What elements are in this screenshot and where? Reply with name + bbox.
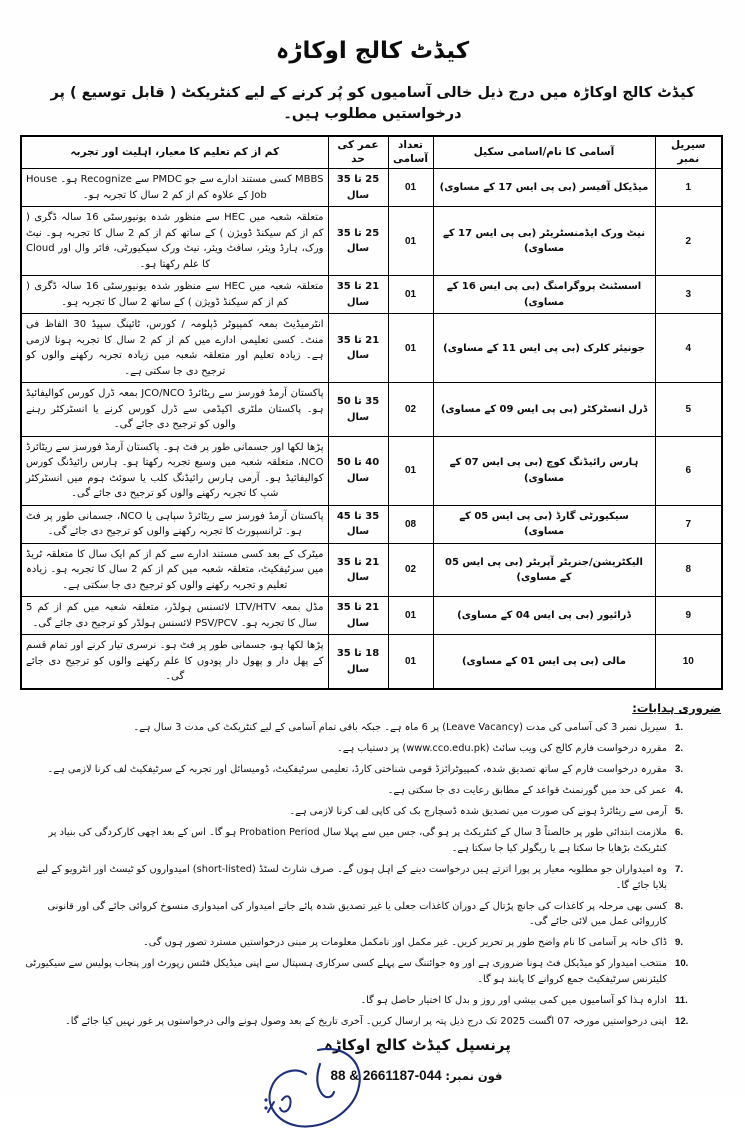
condition-text: کسی بھی مرحلہ پر کاغذات کی جانچ پڑتال کے دوران کاغذات جعلی یا غیر تصدیق شدہ پائے جاتے امیدوار کی امیدواری منسوخ کروائی جائے گی اور قانونی کارروائی عمل میں لائی جائے گی۔: [47, 900, 667, 928]
cell-age: 18 تا 35 سال: [328, 635, 388, 689]
cell-serial: 5: [655, 383, 722, 437]
condition-item: [22, 804, 723, 820]
phone-label: فون نمبر:: [445, 1068, 503, 1083]
condition-number: 4.: [675, 785, 684, 797]
cell-title: میڈیکل آفیسر (بی پی ایس 17 کے مساوی): [433, 169, 655, 207]
cell-title: ہارس رائیڈنگ کوچ (بی پی ایس 07 کے مساوی): [433, 436, 655, 505]
condition-item: [22, 862, 723, 893]
condition-number: 3.: [675, 764, 684, 775]
principal-signature-line: پرنسپل کیڈٹ کالج اوکاڑہ: [324, 1035, 511, 1054]
column-header-age: عمر کی حد: [328, 136, 388, 169]
signature-block: [22, 1036, 723, 1144]
condition-item: [22, 993, 723, 1009]
condition-number: 7.: [675, 863, 684, 875]
cell-serial: 4: [655, 314, 722, 383]
cell-title: ڈرائیور (بی پی ایس 04 کے مساوی): [433, 597, 655, 635]
cell-serial: 2: [655, 207, 722, 276]
cell-serial: 9: [655, 597, 722, 635]
cell-qualification: MBBS کسی مستند ادارے سے جو PMDC سے Recognize ہو۔ House Job کے علاوہ کم از کم 2 سال کا تجربہ ہو۔: [21, 169, 328, 207]
cell-qualification: پڑھا لکھا ہو، جسمانی طور پر فٹ ہو۔ نرسری تیار کرنے اور تمام قسم کے پھل دار و پھول دار پودوں کا علم رکھنے والوں کو ترجیح دی جائے گی۔: [21, 635, 328, 689]
cell-title: مالی (بی پی ایس 01 کے مساوی): [433, 635, 655, 689]
vacancy-table-body: [21, 169, 722, 689]
condition-item: [22, 762, 723, 778]
cell-serial: 8: [655, 543, 722, 597]
cell-count: 01: [388, 169, 433, 207]
column-header-title: آسامی کا نام/اسامی سکیل: [433, 136, 655, 169]
cell-age: 21 تا 35 سال: [328, 543, 388, 597]
conditions-heading: ضروری ہدایات:: [632, 700, 721, 715]
phone-value: 044-2661187 & 88: [330, 1067, 442, 1083]
condition-number: 12.: [675, 1016, 689, 1028]
condition-number: 6.: [675, 827, 684, 839]
table-row: [21, 543, 722, 597]
cell-qualification: متعلقہ شعبہ میں HEC سے منظور شدہ یونیورسٹی 16 سالہ ڈگری ( کم از کم سیکنڈ ڈویژن ) کے ساتھ کم از کم 2 سال کا تجربہ ہو۔ نیٹ ورک، ہارڈ ویئر، سافٹ ویئر، نیٹ ورک سیکیورٹی، فائر وال اور Cloud کا علم رکھتا ہو۔: [21, 207, 328, 276]
condition-text: ڈاک خانہ پر آسامی کا نام واضح طور پر تحریر کریں۔ غیر مکمل اور نامکمل معلومات پر مبنی درخواستیں مسترد تصور ہوں گی۔: [142, 937, 667, 949]
cell-age: 25 تا 35 سال: [328, 207, 388, 276]
cell-age: 21 تا 35 سال: [328, 314, 388, 383]
condition-number: 11.: [675, 995, 688, 1007]
cell-title: جونیئر کلرک (بی پی ایس 11 کے مساوی): [433, 314, 655, 383]
cell-qualification: متعلقہ شعبہ میں HEC سے منظور شدہ یونیورسٹی 16 سالہ ڈگری ( کم از کم سیکنڈ ڈویژن ) کے ساتھ 2 سال کا تجربہ ہو۔: [21, 276, 328, 314]
cell-age: 25 تا 35 سال: [328, 169, 388, 207]
cell-count: 02: [388, 383, 433, 437]
table-row: [21, 314, 722, 383]
condition-number: 2.: [675, 742, 684, 754]
cell-count: 01: [388, 207, 433, 276]
vacancy-table: [20, 135, 723, 690]
condition-item: [22, 1014, 723, 1030]
cell-count: 01: [388, 314, 433, 383]
intro-paragraph: کیڈٹ کالج اوکاڑہ میں درج ذیل خالی آسامیوں کو پُر کرنے کے لیے کنٹریکٹ ( قابل توسیع ) پر درخواستیں مطلوب ہیں۔: [50, 84, 695, 123]
cell-title: الیکٹریشن/جنریٹر آپریٹر (بی پی ایس 05 کے مساوی): [433, 543, 655, 597]
cell-count: 01: [388, 597, 433, 635]
condition-number: 10.: [675, 958, 689, 970]
condition-text: مقررہ درخواست فارم کالج کی ویب سائٹ (www.cco.edu.pk) پر دستیاب ہے۔: [337, 742, 667, 754]
table-row: [21, 436, 722, 505]
table-row: [21, 169, 722, 207]
condition-number: 5.: [675, 806, 684, 818]
cell-age: 21 تا 35 سال: [328, 276, 388, 314]
cell-qualification: مڈل بمعہ LTV/HTV لائسنس ہولڈر، متعلقہ شعبہ میں کم از کم 5 سال کا تجربہ ہو۔ PSV/PCV لائسنس ہولڈر کو ترجیح دی جائے گی۔: [21, 597, 328, 635]
cell-count: 01: [388, 635, 433, 689]
condition-text: ادارہ ہذا کو آسامیوں میں کمی بیشی اور روز و بدل کا اختیار حاصل ہو گا۔: [360, 995, 667, 1007]
cell-serial: 3: [655, 276, 722, 314]
cell-qualification: پاکستان آرمڈ فورسز سے ریٹائرڈ سپاہی یا NCO، جسمانی طور پر فٹ ہو۔ ٹرانسپورٹ کا تجربہ رکھنے والوں کو ترجیح دی جائے گی۔: [21, 505, 328, 543]
cell-count: 08: [388, 505, 433, 543]
condition-item: [22, 899, 723, 930]
cell-age: 40 تا 50 سال: [328, 436, 388, 505]
condition-number: 9.: [675, 937, 684, 949]
condition-text: عمر کی حد میں گورنمنٹ قواعد کے مطابق رعایت دی جا سکتی ہے۔: [387, 785, 667, 797]
cell-qualification: انٹرمیڈیٹ بمعہ کمپیوٹر ڈپلومہ / کورس، ٹائپنگ سپیڈ 30 الفاظ فی منٹ۔ کسی تعلیمی ادارے میں کم از کم 2 سال کا تجربہ ہونا لازمی ہے۔ زیادہ تعلیم اور متعلقہ شعبہ میں زیادہ تجربہ رکھنے والوں کو ترجیح دی جا سکتی ہے۔: [21, 314, 328, 383]
condition-item: [22, 825, 723, 856]
table-header-row: [21, 136, 722, 169]
cell-count: 02: [388, 543, 433, 597]
condition-text: وہ امیدواران جو مطلوبہ معیار پر پورا اترتے ہیں درخواست دینے کے اہل ہوں گے۔ صرف شارٹ لسٹڈ (short-listed) امیدواروں کو ٹیسٹ اور انٹرویو کے لیے بلایا جائے گا۔: [36, 863, 667, 891]
condition-item: [22, 783, 723, 799]
column-header-serial: سیریل نمبر: [655, 136, 722, 169]
cell-count: 01: [388, 436, 433, 505]
column-header-qualification: کم از کم تعلیم کا معیار، اہلیت اور تجربہ: [21, 136, 328, 169]
page-title: کیڈٹ کالج اوکاڑہ: [275, 38, 470, 64]
column-header-count: تعداد آسامی: [388, 136, 433, 169]
condition-item: [22, 741, 723, 757]
condition-item: [22, 720, 723, 736]
cell-title: سیکیورٹی گارڈ (بی پی ایس 05 کے مساوی): [433, 505, 655, 543]
condition-text: سیریل نمبر 3 کی آسامی کی مدت (Leave Vacancy) پر 6 ماہ ہے۔ جبکہ باقی تمام آسامی کے لیے کنٹریکٹ کی مدت 3 سال ہے۔: [133, 721, 667, 733]
condition-item: [22, 935, 723, 951]
cell-title: اسسٹنٹ پروگرامنگ (بی پی ایس 16 کے مساوی): [433, 276, 655, 314]
table-row: [21, 383, 722, 437]
cell-age: 21 تا 35 سال: [328, 597, 388, 635]
table-row: [21, 505, 722, 543]
table-row: [21, 276, 722, 314]
cell-serial: 1: [655, 169, 722, 207]
condition-text: آرمی سے ریٹائرڈ ہونے کی صورت میں تصدیق شدہ ڈسچارج بک کی کاپی لف کرنا لازمی ہے۔: [289, 806, 667, 818]
table-row: [21, 597, 722, 635]
cell-age: 35 تا 45 سال: [328, 505, 388, 543]
condition-text: ملازمت ابتدائی طور پر خالصتاً 3 سال کے کنٹریکٹ پر ہو گی، جس میں سے پہلا سال Probation Period ہو گا۔ اس کے بعد اچھی کارکردگی کی بنیاد پر کنٹریکٹ بڑھایا جا سکتا ہے یا ریگولر کیا جا سکتا ہے۔: [48, 827, 667, 854]
condition-item: [22, 956, 723, 987]
cell-title: نیٹ ورک ایڈمنسٹریٹر (بی پی ایس 17 کے مساوی): [433, 207, 655, 276]
cell-count: 01: [388, 276, 433, 314]
condition-text: منتخب امیدوار کو میڈیکل فٹ ہونا ضروری ہے اور وہ جوائننگ سے پہلے کسی سرکاری ہسپتال سے اپنی میڈیکل فٹنس رپورٹ اور پنجاب پولیس سے سیکیورٹی کلیئرنس سرٹیفکیٹ جمع کروانے کا پابند ہو گا۔: [25, 958, 667, 986]
cell-serial: 10: [655, 635, 722, 689]
condition-text: مقررہ درخواست فارم کے ساتھ تصدیق شدہ، کمپیوٹرائزڈ قومی شناختی کارڈ، تعلیمی سرٹیفکیٹ، ڈومیسائل اور تجربہ کے سرٹیفکیٹ لف کرنا لازمی ہے۔: [47, 764, 667, 775]
cell-serial: 6: [655, 436, 722, 505]
cell-title: ڈرل انسٹرکٹر (بی پی ایس 09 کے مساوی): [433, 383, 655, 437]
condition-text: اپنی درخواستیں مورخہ 07 اگست 2025 تک درج ذیل پتہ پر ارسال کریں۔ آخری تاریخ کے بعد وصول ہونے والی درخواستوں پر غور نہیں کیا جائے گا۔: [64, 1016, 667, 1028]
conditions-list: [22, 720, 723, 1030]
condition-number: 8.: [675, 900, 684, 912]
cell-qualification: پڑھا لکھا اور جسمانی طور پر فٹ ہو۔ پاکستان آرمڈ فورسز سے ریٹائرڈ NCO، متعلقہ شعبہ میں وسیع تجربہ رکھتا ہو۔ ہارس رائیڈنگ کورس کوالیفائیڈ ہو۔ آرمی ہارس رائیڈنگ کلب یا سوئٹ ہوم میں انسٹرکٹر شپ کا تجربہ رکھنے والوں کو ترجیح دی جائے گی۔: [21, 436, 328, 505]
phone-line: [22, 1068, 723, 1083]
condition-number: 1.: [675, 721, 684, 733]
cell-qualification: میٹرک کے بعد کسی مستند ادارے سے کم از کم ایک سال کا متعلقہ ٹریڈ میں سرٹیفکیٹ، متعلقہ شعبہ میں کم از کم 2 سال کا تجربہ ہو۔ زیادہ تعلیم و تجربہ رکھنے والوں کو ترجیح دی جا سکتی ہے۔: [21, 543, 328, 597]
table-row: [21, 207, 722, 276]
table-row: [21, 635, 722, 689]
cell-age: 35 تا 50 سال: [328, 383, 388, 437]
cell-serial: 7: [655, 505, 722, 543]
cell-qualification: پاکستان آرمڈ فورسز سے ریٹائرڈ JCO/NCO بمعہ ڈرل کورس کوالیفائیڈ ہو۔ پاکستان ملٹری اکیڈمی سے ڈرل کورس کرنے یا انسٹرکٹر رہنے والوں کو ترجیح دی جائے گی۔: [21, 383, 328, 437]
